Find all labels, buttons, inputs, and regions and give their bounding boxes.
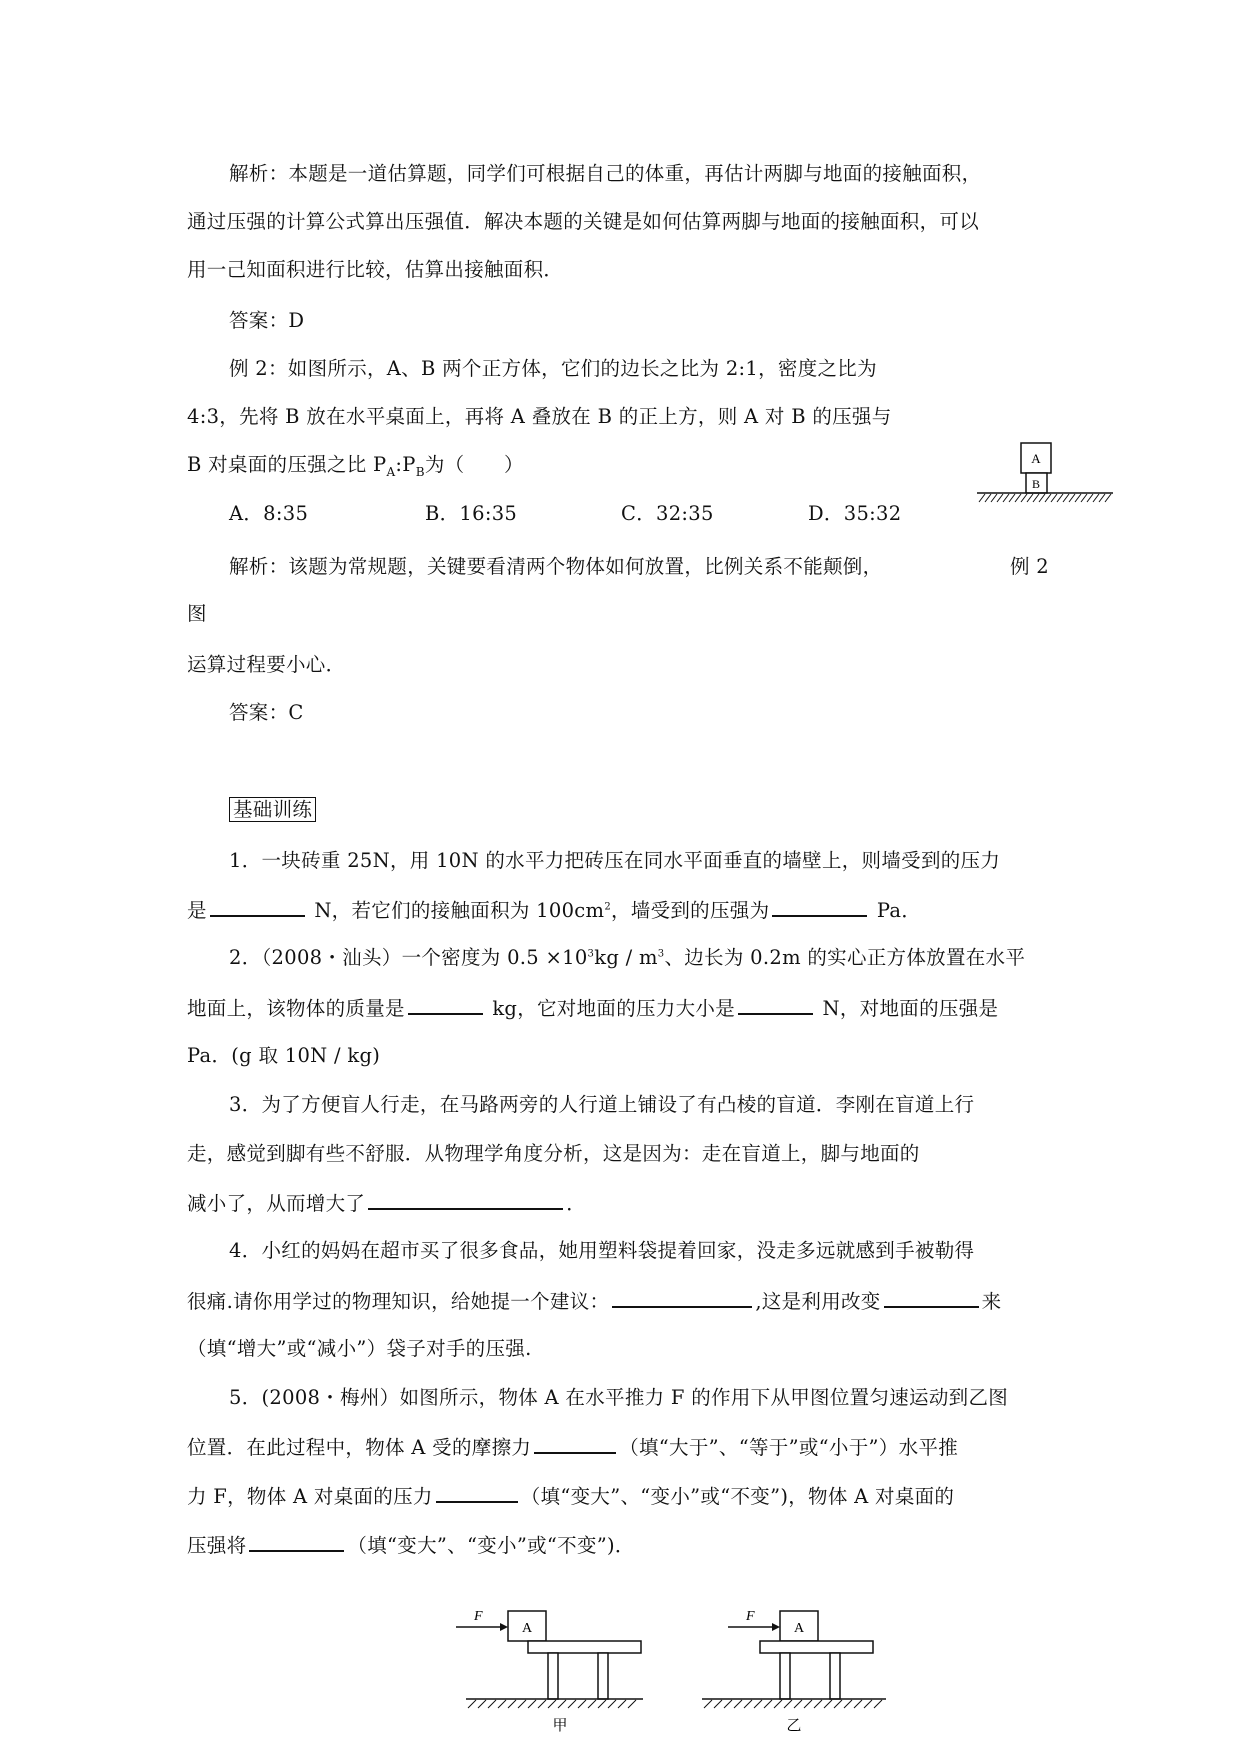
block-a-label: A xyxy=(1031,451,1041,466)
example2-analysis-line1: 解析：该题为常规题，关键要看清两个物体如何放置，比例关系不能颠倒， xyxy=(229,555,883,578)
q5-blank-1[interactable] xyxy=(534,1432,616,1454)
analysis1-line3: 用一己知面积进行比较，估算出接触面积． xyxy=(187,258,564,281)
q5-blank-2[interactable] xyxy=(436,1481,518,1503)
block-a-label-right: A xyxy=(793,1621,805,1636)
q5-text-f: （填“变大”、“变小”或“不变”)． xyxy=(347,1534,635,1557)
example2-line3 xyxy=(187,451,524,479)
q2-line3: Pa．(g 取 10N / kg) xyxy=(187,1044,381,1067)
arrow-head-right xyxy=(772,1623,780,1631)
q1-line2 xyxy=(187,895,921,925)
q2-text-f: N，对地面的压强是 xyxy=(822,997,999,1020)
example2-line3-post: 为（ ） xyxy=(424,453,524,476)
caption-yi: 乙 xyxy=(786,1718,802,1734)
q2-text-e: kg，它对地面的压力大小是 xyxy=(492,997,736,1020)
q4-text-a: 很痛.请你用学过的物理知识，给她提一个建议： xyxy=(187,1290,610,1313)
q2-text-c: 、边长为 0.2m 的实心正方体放置在水平 xyxy=(664,946,1026,969)
q1-text-c: ，墙受到的压强为 xyxy=(610,899,770,922)
option-d: D．35:32 xyxy=(808,502,902,525)
example2-figure-caption-2: 图 xyxy=(187,602,207,625)
option-b: B．16:35 xyxy=(425,502,518,525)
example2-figure xyxy=(975,440,1115,515)
caption-jia: 甲 xyxy=(552,1718,568,1734)
q5-text-d: （填“变大”、“变小”或“不变”)，物体 A 对桌面的 xyxy=(520,1485,955,1508)
q2-text-a: 2．（2008・汕头）一个密度为 0.5 ×10 xyxy=(229,946,588,969)
q4-line2 xyxy=(187,1286,1001,1316)
q2-line2 xyxy=(187,993,998,1023)
q4-blank-2[interactable] xyxy=(884,1286,979,1308)
q1-text-a: 是 xyxy=(187,899,207,922)
arrow-head-left xyxy=(500,1623,508,1631)
q5-figure-left xyxy=(448,1595,648,1745)
block-b-label: B xyxy=(1031,477,1041,491)
analysis1-line2: 通过压强的计算公式算出压强值．解决本题的关键是如何估算两脚与地面的接触面积，可以 xyxy=(187,210,980,233)
q5-text-c: 力 F，物体 A 对桌面的压力 xyxy=(187,1485,433,1508)
table-leg-right-2 xyxy=(830,1653,840,1699)
q2-superscript-2: 3 xyxy=(657,948,665,960)
q1-text-d: Pa． xyxy=(876,899,922,922)
force-label-left: F xyxy=(474,1609,483,1624)
ground-hatching xyxy=(979,494,1111,502)
q4-line1: 4．小红的妈妈在超市买了很多食品，她用塑料袋提着回家，没走多远就感到手被勒得 xyxy=(229,1239,975,1262)
q5-text-e: 压强将 xyxy=(187,1534,247,1557)
q4-text-b: ,这是利用改变 xyxy=(755,1290,881,1313)
ground-hatch-right xyxy=(704,1700,882,1708)
q4-line3: （填“增大”或“减小”）袋子对手的压强. xyxy=(187,1337,532,1360)
q3-blank[interactable] xyxy=(368,1188,563,1210)
q1-superscript: 2 xyxy=(604,901,611,913)
answer1: 答案：D xyxy=(229,309,305,332)
section-title-box: 基础训练 xyxy=(229,797,316,822)
q5-line3 xyxy=(187,1481,954,1511)
analysis1-line1: 解析：本题是一道估算题，同学们可根据自己的体重，再估计两脚与地面的接触面积， xyxy=(229,162,982,185)
answer2: 答案：C xyxy=(229,701,304,724)
q2-line1 xyxy=(229,944,1025,972)
q4-text-c: 来 xyxy=(981,1290,1002,1313)
q4-blank-1[interactable] xyxy=(612,1286,752,1308)
q5-blank-3[interactable] xyxy=(249,1530,344,1552)
option-c: C．32:35 xyxy=(621,502,714,525)
example2-line1: 例 2：如图所示，A、B 两个正方体，它们的边长之比为 2:1，密度之比为 xyxy=(229,357,877,380)
q1-line1: 1．一块砖重 25N，用 10N 的水平力把砖压在同水平面垂直的墙壁上，则墙受到的压力 xyxy=(229,849,1001,872)
q3-text-a: 减小了，从而增大了 xyxy=(187,1192,366,1215)
q3-text-b: ． xyxy=(566,1192,587,1215)
q3-line2: 走，感觉到脚有些不舒服．从物理学角度分析，这是因为：走在盲道上，脚与地面的 xyxy=(187,1142,920,1165)
q2-superscript-1: 3 xyxy=(587,948,595,960)
option-a: A．8:35 xyxy=(229,502,309,525)
table-leg-right-1 xyxy=(780,1653,790,1699)
tabletop-right xyxy=(760,1641,873,1653)
q3-line1: 3．为了方便盲人行走，在马路两旁的人行道上铺设了有凸棱的盲道．李刚在盲道上行 xyxy=(229,1093,975,1116)
subscript-b: B xyxy=(415,464,425,479)
q2-text-d: 地面上，该物体的质量是 xyxy=(187,997,405,1020)
force-label-right: F xyxy=(746,1609,755,1624)
section-title xyxy=(229,796,316,824)
table-leg-left-1 xyxy=(548,1653,558,1699)
q1-blank-2[interactable] xyxy=(772,895,867,917)
example2-figure-caption: 例 2 xyxy=(1010,555,1050,578)
example2-analysis-line2: 运算过程要小心． xyxy=(187,653,346,676)
example2-line3-pre: B 对桌面的压强之比 P xyxy=(187,453,387,476)
block-a-label-left: A xyxy=(521,1621,533,1636)
q5-text-b: （填“大于”、“等于”或“小于”）水平推 xyxy=(619,1436,959,1459)
q2-blank-2[interactable] xyxy=(738,993,813,1015)
q2-blank-1[interactable] xyxy=(408,993,483,1015)
q5-line1: 5．(2008・梅州）如图所示，物体 A 在水平推力 F 的作用下从甲图位置匀速运动到乙图 xyxy=(229,1386,1009,1409)
ground-hatch-left xyxy=(468,1700,636,1708)
q1-blank-1[interactable] xyxy=(210,895,305,917)
q5-line4 xyxy=(187,1530,635,1560)
table-leg-left-2 xyxy=(598,1653,608,1699)
q3-line3 xyxy=(187,1188,586,1218)
subscript-a: A xyxy=(386,464,396,479)
q5-line2 xyxy=(187,1432,958,1462)
example2-line2: 4:3，先将 B 放在水平桌面上，再将 A 叠放在 B 的正上方，则 A 对 B 的压强与 xyxy=(187,405,892,428)
q2-text-b: kg / m xyxy=(594,946,658,969)
q5-figure-right xyxy=(696,1595,896,1745)
q1-text-b: N，若它们的接触面积为 100cm xyxy=(314,899,605,922)
ratio-colon: :P xyxy=(395,453,416,476)
tabletop-left xyxy=(528,1641,641,1653)
q5-text-a: 位置．在此过程中，物体 A 受的摩擦力 xyxy=(187,1436,532,1459)
